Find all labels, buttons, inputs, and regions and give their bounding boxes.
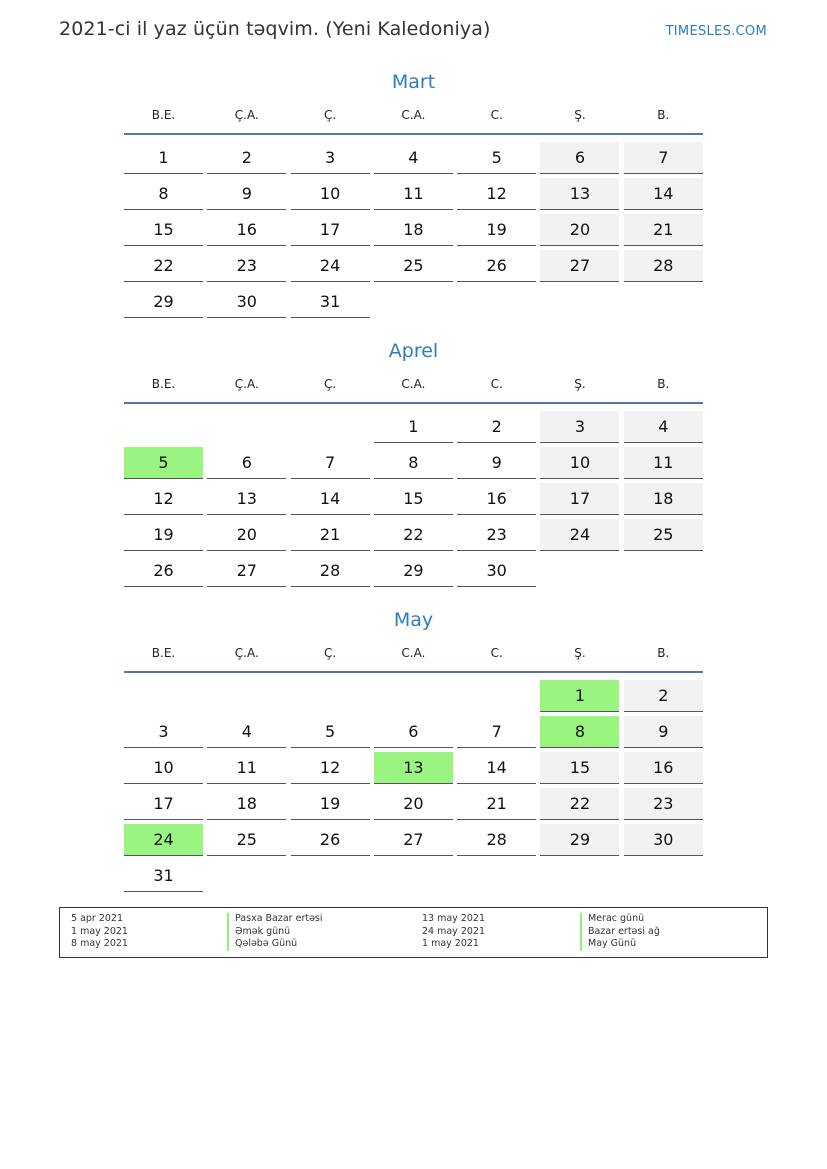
day-cell[interactable]: 31 bbox=[124, 860, 203, 892]
day-cell[interactable]: 27 bbox=[374, 824, 453, 856]
legend-date: 24 may 2021 bbox=[422, 925, 486, 937]
legend-names-right bbox=[580, 913, 660, 951]
day-cell[interactable]: 25 bbox=[624, 519, 703, 551]
empty-cell bbox=[124, 411, 203, 442]
day-cell[interactable]: 11 bbox=[624, 447, 703, 479]
empty-cell bbox=[540, 555, 619, 586]
day-cell[interactable]: 24 bbox=[291, 250, 370, 282]
page-title: 2021-ci il yaz üçün təqvim. (Yeni Kaledoniya) bbox=[59, 18, 491, 40]
day-cell[interactable]: 14 bbox=[624, 178, 703, 210]
legend-date: 1 may 2021 bbox=[71, 925, 128, 937]
day-cell[interactable]: 27 bbox=[207, 555, 286, 587]
day-cell[interactable]: 7 bbox=[291, 447, 370, 479]
day-cell[interactable]: 1 bbox=[540, 680, 619, 712]
day-cell[interactable]: 2 bbox=[457, 411, 536, 443]
day-cell[interactable]: 10 bbox=[124, 752, 203, 784]
day-cell[interactable]: 26 bbox=[291, 824, 370, 856]
day-cell[interactable]: 15 bbox=[374, 483, 453, 515]
day-cell[interactable]: 30 bbox=[207, 286, 286, 318]
legend-dates-left bbox=[71, 913, 128, 951]
empty-cell bbox=[540, 860, 619, 891]
day-cell[interactable]: 21 bbox=[457, 788, 536, 820]
weekday-header-row bbox=[124, 646, 703, 668]
day-cell[interactable]: 8 bbox=[124, 178, 203, 210]
day-cell[interactable]: 28 bbox=[624, 250, 703, 282]
week-row bbox=[124, 211, 703, 247]
day-cell[interactable]: 3 bbox=[540, 411, 619, 443]
empty-cell bbox=[624, 555, 703, 586]
week-row bbox=[124, 175, 703, 211]
day-cell[interactable]: 9 bbox=[207, 178, 286, 210]
day-cell[interactable]: 28 bbox=[291, 555, 370, 587]
day-cell[interactable]: 30 bbox=[457, 555, 536, 587]
day-cell[interactable]: 22 bbox=[374, 519, 453, 551]
legend-dates-right bbox=[422, 913, 485, 951]
empty-cell bbox=[291, 680, 370, 711]
day-cell[interactable]: 7 bbox=[624, 142, 703, 174]
empty-cell bbox=[374, 680, 453, 711]
week-row bbox=[124, 785, 703, 821]
month-name: Mart bbox=[391, 71, 436, 93]
day-cell[interactable]: 5 bbox=[457, 142, 536, 174]
day-cell[interactable]: 13 bbox=[207, 483, 286, 515]
day-cell[interactable]: 18 bbox=[624, 483, 703, 515]
day-cell[interactable]: 13 bbox=[374, 752, 453, 784]
day-cell[interactable]: 17 bbox=[291, 214, 370, 246]
week-row bbox=[124, 516, 703, 552]
day-cell[interactable]: 29 bbox=[374, 555, 453, 587]
day-grid bbox=[124, 677, 703, 893]
day-cell[interactable]: 4 bbox=[207, 716, 286, 748]
month-name: Aprel bbox=[388, 340, 439, 362]
day-cell[interactable]: 16 bbox=[457, 483, 536, 515]
day-cell[interactable]: 31 bbox=[291, 286, 370, 318]
empty-cell bbox=[374, 286, 453, 317]
weekday-label: Ç.A. bbox=[234, 646, 259, 660]
week-row bbox=[124, 444, 703, 480]
day-cell[interactable]: 6 bbox=[540, 142, 619, 174]
weekday-label: C.A. bbox=[401, 108, 426, 122]
empty-cell bbox=[624, 286, 703, 317]
day-cell[interactable]: 2 bbox=[207, 142, 286, 174]
week-row bbox=[124, 713, 703, 749]
day-cell[interactable]: 29 bbox=[124, 286, 203, 318]
legend-date: 13 may 2021 bbox=[422, 913, 486, 924]
empty-cell bbox=[457, 860, 536, 891]
day-cell[interactable]: 10 bbox=[291, 178, 370, 210]
empty-cell bbox=[540, 286, 619, 317]
empty-cell bbox=[624, 860, 703, 891]
empty-cell bbox=[291, 860, 370, 891]
empty-cell bbox=[457, 286, 536, 317]
day-cell[interactable]: 2 bbox=[624, 680, 703, 712]
day-cell[interactable]: 20 bbox=[374, 788, 453, 820]
day-cell[interactable]: 20 bbox=[540, 214, 619, 246]
legend-holiday-name: Əmək günü bbox=[227, 926, 323, 939]
month-april bbox=[124, 337, 703, 588]
day-cell[interactable]: 19 bbox=[457, 214, 536, 246]
day-cell[interactable]: 14 bbox=[291, 483, 370, 515]
header-divider bbox=[124, 133, 703, 135]
weekday-label: C.A. bbox=[401, 377, 426, 391]
empty-cell bbox=[207, 860, 286, 891]
day-cell[interactable]: 23 bbox=[457, 519, 536, 551]
weekday-label: C. bbox=[490, 646, 503, 660]
day-cell[interactable]: 3 bbox=[291, 142, 370, 174]
weekday-label: Ç.A. bbox=[234, 377, 259, 391]
weekday-label: Ş. bbox=[574, 377, 586, 391]
day-cell[interactable]: 21 bbox=[291, 519, 370, 551]
empty-cell bbox=[374, 860, 453, 891]
weekday-label: Ç. bbox=[323, 108, 337, 122]
day-cell[interactable]: 16 bbox=[624, 752, 703, 784]
day-grid bbox=[124, 408, 703, 588]
day-cell[interactable]: 4 bbox=[624, 411, 703, 443]
weekday-label: C.A. bbox=[401, 646, 426, 660]
day-cell[interactable]: 23 bbox=[207, 250, 286, 282]
legend-names-left bbox=[227, 913, 323, 951]
week-row bbox=[124, 139, 703, 175]
empty-cell bbox=[291, 411, 370, 442]
day-cell[interactable]: 22 bbox=[124, 250, 203, 282]
weekday-label: B.E. bbox=[151, 646, 176, 660]
day-cell[interactable]: 19 bbox=[124, 519, 203, 551]
empty-cell bbox=[457, 680, 536, 711]
day-cell[interactable]: 18 bbox=[374, 214, 453, 246]
header-divider bbox=[124, 402, 703, 404]
day-cell[interactable]: 28 bbox=[457, 824, 536, 856]
weekday-label: Ç. bbox=[323, 377, 337, 391]
day-cell[interactable]: 21 bbox=[624, 214, 703, 246]
week-row bbox=[124, 247, 703, 283]
day-cell[interactable]: 30 bbox=[624, 824, 703, 856]
day-grid bbox=[124, 139, 703, 319]
day-cell[interactable]: 25 bbox=[207, 824, 286, 856]
week-row bbox=[124, 552, 703, 588]
weekday-label: B. bbox=[657, 377, 670, 391]
day-cell[interactable]: 8 bbox=[374, 447, 453, 479]
legend-holiday-name: May Günü bbox=[580, 938, 660, 951]
legend-date: 8 may 2021 bbox=[71, 938, 128, 949]
day-cell[interactable]: 7 bbox=[457, 716, 536, 748]
day-cell[interactable]: 5 bbox=[291, 716, 370, 748]
day-cell[interactable]: 11 bbox=[374, 178, 453, 210]
week-row bbox=[124, 480, 703, 516]
day-cell[interactable]: 24 bbox=[540, 519, 619, 551]
month-march bbox=[124, 68, 703, 319]
day-cell[interactable]: 26 bbox=[124, 555, 203, 587]
legend-date: 5 apr 2021 bbox=[71, 913, 124, 924]
day-cell[interactable]: 12 bbox=[291, 752, 370, 784]
day-cell[interactable]: 1 bbox=[124, 142, 203, 174]
weekday-label: Ş. bbox=[574, 108, 586, 122]
empty-cell bbox=[207, 411, 286, 442]
day-cell[interactable]: 6 bbox=[374, 716, 453, 748]
weekday-header-row bbox=[124, 377, 703, 399]
weekday-label: Ç.A. bbox=[234, 108, 259, 122]
day-cell[interactable]: 23 bbox=[624, 788, 703, 820]
week-row bbox=[124, 857, 703, 893]
day-cell[interactable]: 17 bbox=[540, 483, 619, 515]
day-cell[interactable]: 11 bbox=[207, 752, 286, 784]
day-cell[interactable]: 15 bbox=[540, 752, 619, 784]
day-cell[interactable]: 10 bbox=[540, 447, 619, 479]
day-cell[interactable]: 16 bbox=[207, 214, 286, 246]
day-cell[interactable]: 13 bbox=[540, 178, 619, 210]
day-cell[interactable]: 9 bbox=[624, 716, 703, 748]
holiday-legend bbox=[59, 907, 768, 958]
day-cell[interactable]: 5 bbox=[124, 447, 203, 479]
month-may bbox=[124, 606, 703, 893]
weekday-label: C. bbox=[490, 108, 503, 122]
week-row bbox=[124, 283, 703, 319]
day-cell[interactable]: 3 bbox=[124, 716, 203, 748]
day-cell[interactable]: 9 bbox=[457, 447, 536, 479]
empty-cell bbox=[207, 680, 286, 711]
week-row bbox=[124, 749, 703, 785]
weekday-label: B.E. bbox=[151, 108, 176, 122]
day-cell[interactable]: 8 bbox=[540, 716, 619, 748]
legend-holiday-name: Pasxa Bazar ertəsi bbox=[227, 913, 323, 926]
header-divider bbox=[124, 671, 703, 673]
month-name: May bbox=[393, 609, 434, 631]
day-cell[interactable]: 24 bbox=[124, 824, 203, 856]
day-cell[interactable]: 12 bbox=[457, 178, 536, 210]
weekday-label: C. bbox=[490, 377, 503, 391]
day-cell[interactable]: 19 bbox=[291, 788, 370, 820]
empty-cell bbox=[124, 680, 203, 711]
weekday-label: Ş. bbox=[574, 646, 586, 660]
day-cell[interactable]: 17 bbox=[124, 788, 203, 820]
day-cell[interactable]: 27 bbox=[540, 250, 619, 282]
day-cell[interactable]: 20 bbox=[207, 519, 286, 551]
day-cell[interactable]: 6 bbox=[207, 447, 286, 479]
site-link[interactable]: TIMESLES.COM bbox=[665, 24, 767, 39]
week-row bbox=[124, 408, 703, 444]
day-cell[interactable]: 26 bbox=[457, 250, 536, 282]
week-row bbox=[124, 821, 703, 857]
day-cell[interactable]: 29 bbox=[540, 824, 619, 856]
weekday-label: Ç. bbox=[323, 646, 337, 660]
day-cell[interactable]: 15 bbox=[124, 214, 203, 246]
legend-holiday-name: Bazar ertəsi ağ bbox=[580, 926, 660, 939]
day-cell[interactable]: 4 bbox=[374, 142, 453, 174]
weekday-label: B.E. bbox=[151, 377, 176, 391]
day-cell[interactable]: 1 bbox=[374, 411, 453, 443]
week-row bbox=[124, 677, 703, 713]
day-cell[interactable]: 25 bbox=[374, 250, 453, 282]
day-cell[interactable]: 12 bbox=[124, 483, 203, 515]
legend-holiday-name: Merac günü bbox=[580, 913, 660, 926]
legend-holiday-name: Qələbə Günü bbox=[227, 938, 323, 951]
weekday-label: B. bbox=[657, 108, 670, 122]
legend-date: 1 may 2021 bbox=[422, 938, 479, 949]
day-cell[interactable]: 14 bbox=[457, 752, 536, 784]
day-cell[interactable]: 22 bbox=[540, 788, 619, 820]
weekday-label: B. bbox=[657, 646, 670, 660]
day-cell[interactable]: 18 bbox=[207, 788, 286, 820]
weekday-header-row bbox=[124, 108, 703, 130]
